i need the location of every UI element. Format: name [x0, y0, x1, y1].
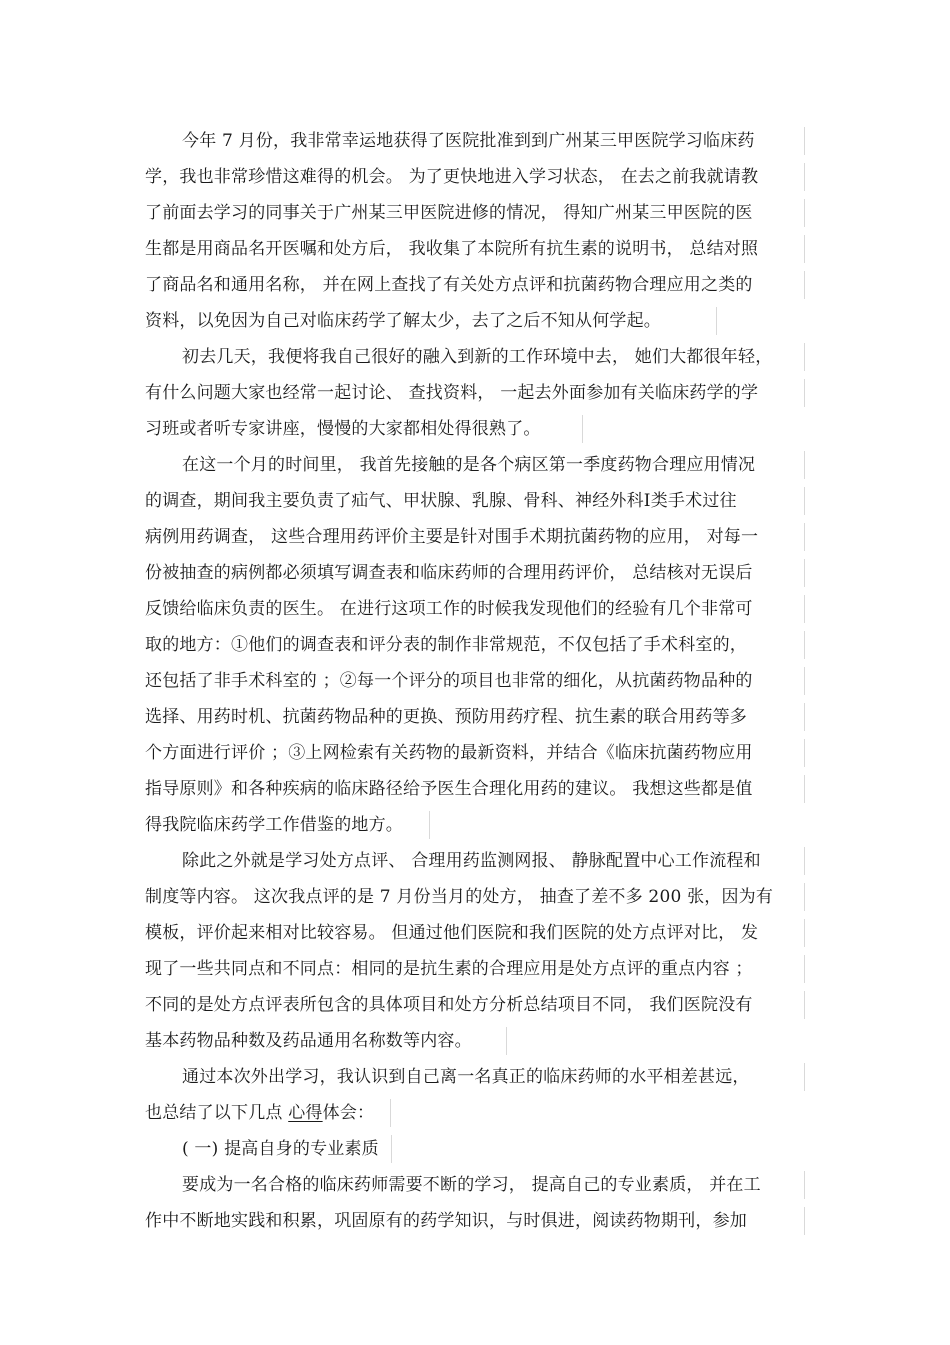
text-line: 资料，以免因为自己对临床药学了解太少，去了之后不知从何学起。: [145, 303, 717, 339]
text-line: [145, 1095, 391, 1131]
text-line: 学，我也非常珍惜这难得的机会。 为了更快地进入学习状态， 在去之前我就请教: [145, 159, 805, 195]
text-line: 作中不断地实践和积累，巩固原有的药学知识，与时俱进，阅读药物期刊，参加: [145, 1203, 805, 1239]
text-line: 反馈给临床负责的医生。 在进行这项工作的时候我发现他们的经验有几个非常可: [145, 591, 805, 627]
text-line: 得我院临床药学工作借鉴的地方。: [145, 807, 430, 843]
text-line: 不同的是处方点评表所包含的具体项目和处方分析总结项目不同， 我们医院没有: [145, 987, 805, 1023]
section-heading: ( 一) 提高自身的专业素质: [182, 1131, 392, 1167]
text-line: 的调查，期间我主要负责了疝气、甲状腺、乳腺、骨科、神经外科Ⅰ类手术过往: [145, 483, 805, 519]
text-line: 基本药物品种数及药品通用名称数等内容。: [145, 1023, 507, 1059]
text-line: 选择、用药时机、抗菌药物品种的更换、预防用药疗程、抗生素的联合用药等多: [145, 699, 805, 735]
text-segment: 也总结了以下几点: [145, 1103, 289, 1123]
text-line: 指导原则》和各种疾病的临床路径给予医生合理化用药的建议。 我想这些都是值: [145, 771, 805, 807]
text-line: 份被抽查的病例都必须填写调查表和临床药师的合理用药评价， 总结核对无误后: [145, 555, 805, 591]
text-line: 除此之外就是学习处方点评、 合理用药监测网报、 静脉配置中心工作流程和: [182, 843, 805, 879]
text-line: 在这一个月的时间里， 我首先接触的是各个病区第一季度药物合理应用情况: [182, 447, 805, 483]
text-line: 了商品名和通用名称， 并在网上查找了有关处方点评和抗菌药物合理应用之类的: [145, 267, 805, 303]
text-segment: 体会：: [322, 1103, 375, 1123]
text-line: 了前面去学习的同事关于广州某三甲医院进修的情况， 得知广州某三甲医院的医: [145, 195, 805, 231]
text-line: 个方面进行评价 ；③上网检索有关药物的最新资料，并结合《临床抗菌药物应用: [145, 735, 805, 771]
text-line: 病例用药调查， 这些合理用药评价主要是针对围手术期抗菌药物的应用， 对每一: [145, 519, 805, 555]
text-line: 还包括了非手术科室的 ；②每一个评分的项目也非常的细化，从抗菌药物品种的: [145, 663, 805, 699]
text-line: 今年 7 月份，我非常幸运地获得了医院批准到到广州某三甲医院学习临床药: [182, 123, 805, 159]
text-line: 生都是用商品名开医嘱和处方后， 我收集了本院所有抗生素的说明书， 总结对照: [145, 231, 805, 267]
text-line: 初去几天，我便将我自己很好的融入到新的工作环境中去， 她们大都很年轻，: [182, 339, 805, 375]
text-line: 模板，评价起来相对比较容易。 但通过他们医院和我们医院的处方点评对比， 发: [145, 915, 805, 951]
text-line: 习班或者听专家讲座，慢慢的大家都相处得很熟了。: [145, 411, 583, 447]
text-line: 取的地方：①他们的调查表和评分表的制作非常规范，不仅包括了手术科室的，: [145, 627, 805, 663]
text-line: 有什么问题大家也经常一起讨论、 查找资料， 一起去外面参加有关临床药学的学: [145, 375, 805, 411]
text-line: 现了一些共同点和不同点：相同的是抗生素的合理应用是处方点评的重点内容 ；: [145, 951, 805, 987]
text-line: 通过本次外出学习，我认识到自己离一名真正的临床药师的水平相差甚远，: [182, 1059, 805, 1095]
text-line: 制度等内容。 这次我点评的是 7 月份当月的处方， 抽查了差不多 200 张，因为有: [145, 879, 805, 915]
text-line: 要成为一名合格的临床药师需要不断的学习， 提高自己的专业素质， 并在工: [182, 1167, 805, 1203]
underlined-word: 心得: [288, 1103, 323, 1123]
